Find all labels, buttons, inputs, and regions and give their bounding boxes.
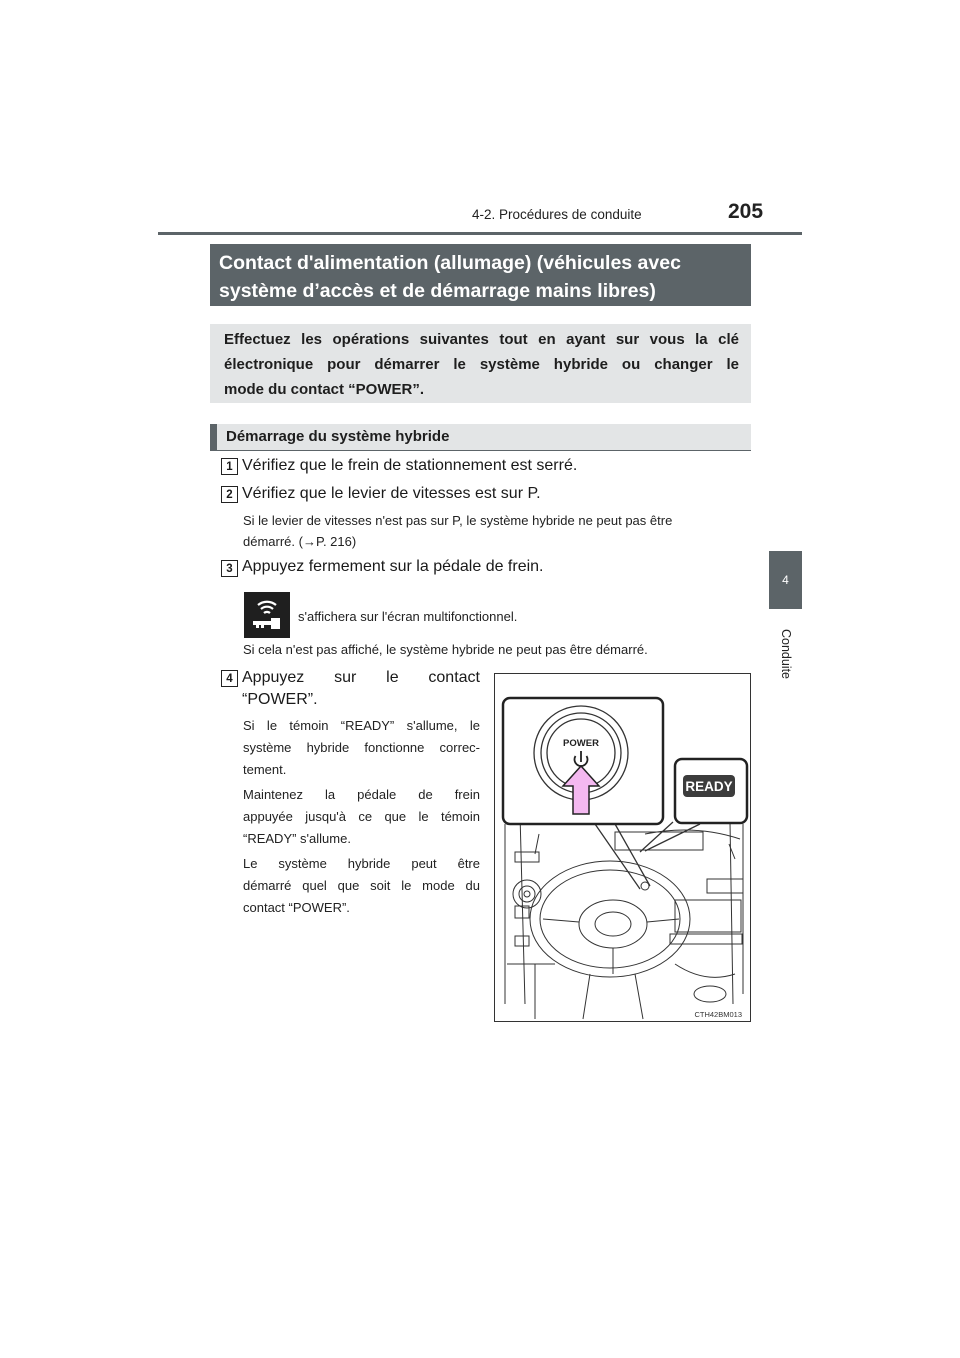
intro-line-3: mode du contact “POWER”. <box>224 381 425 398</box>
step-1-text: Vérifiez que le frein de stationnement est serré. <box>242 457 578 474</box>
step-4-note-1-line-2: système hybride fonctionne correc- <box>243 740 480 755</box>
section-title: 4-2. Procédures de conduite <box>472 207 642 222</box>
step-3-badge: 3 <box>221 560 238 577</box>
intro-line-2: électronique pour démarrer le système hybride ou changer le <box>224 356 739 373</box>
step-4-note-2-line-2: appuyée jusqu'à ce que le témoin <box>243 809 480 824</box>
icon-caption: s'affichera sur l'écran multifonctionnel. <box>298 609 518 624</box>
step-4-badge: 4 <box>221 670 238 687</box>
dashboard-illustration <box>494 673 751 1022</box>
header-rule <box>158 232 802 235</box>
step-4-note-1-line-1: Si le témoin “READY” s'allume, le <box>243 718 480 733</box>
ready-label: READY <box>685 779 733 794</box>
dashboard-drawing <box>495 674 751 1022</box>
step-4-note-2-line-1: Maintenez la pédale de frein <box>243 787 480 802</box>
step-4-note-2-line-3: “READY” s'allume. <box>243 831 351 846</box>
step-4-note-3-line-1: Le système hybride peut être <box>243 856 480 871</box>
step-4-note-1-line-3: tement. <box>243 762 287 777</box>
step-4-note-3-line-2: démarré quel que soit le mode du <box>243 878 480 893</box>
step-4-text-line-1: Appuyez sur le contact <box>242 669 480 686</box>
illustration-code: CTH42BM013 <box>694 1010 742 1019</box>
page-number: 205 <box>728 200 764 223</box>
chapter-tab: 4 <box>769 551 802 609</box>
step-2-text: Vérifiez que le levier de vitesses est sur P. <box>242 485 541 502</box>
step-4-note-3-line-3: contact “POWER”. <box>243 900 350 915</box>
step-2-note-line-2: démarré. (→P. 216) <box>243 534 357 549</box>
step-3-note: Si cela n'est pas affiché, le système hybride ne peut pas être démarré. <box>243 642 648 657</box>
step-2-note-line-1: Si le levier de vitesses n'est pas sur P, le système hybride ne peut pas être <box>243 513 673 528</box>
power-label: POWER <box>563 738 599 749</box>
key-detected-icon <box>244 592 290 638</box>
page-heading <box>210 244 751 306</box>
heading-line-1: Contact d'alimentation (allumage) (véhicules avec <box>219 252 681 274</box>
step-3-text: Appuyez fermement sur la pédale de frein. <box>242 558 544 575</box>
intro-box <box>210 324 751 403</box>
chapter-label-text: Conduite <box>779 628 793 680</box>
heading-line-2: système d’accès et de démarrage mains libres) <box>219 280 656 302</box>
step-2-badge: 2 <box>221 486 238 503</box>
step-4-text-line-2: “POWER”. <box>242 691 318 708</box>
step-1-badge: 1 <box>221 458 238 475</box>
subsection-rule <box>210 450 751 451</box>
intro-line-1: Effectuez les opérations suivantes tout en ayant sur vous la clé <box>224 331 739 348</box>
chapter-label <box>766 618 806 690</box>
subsection-header: Démarrage du système hybride <box>210 424 751 450</box>
